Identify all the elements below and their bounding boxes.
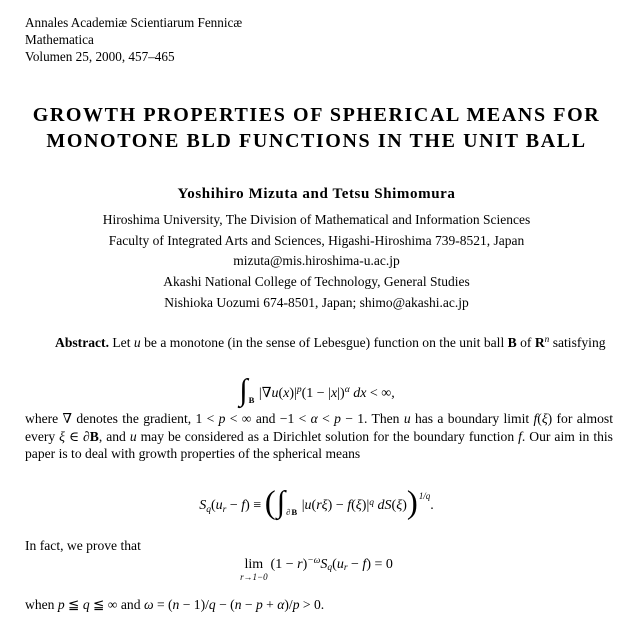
text-token: ) bbox=[302, 556, 308, 572]
text-token: Abstract. bbox=[55, 335, 109, 350]
text-token: ω bbox=[143, 597, 154, 612]
text-token: , and bbox=[98, 428, 130, 444]
text-token: f bbox=[518, 428, 522, 444]
text-token: ∈ bbox=[65, 428, 84, 444]
text-token: p bbox=[57, 597, 65, 612]
text-token: be a monotone (in the sense of Lebesgue) function on the unit ball bbox=[140, 335, 508, 350]
text-token: f bbox=[241, 498, 246, 514]
text-token: < ∞, bbox=[366, 385, 395, 401]
text-token: ( bbox=[278, 385, 284, 401]
journal-series: Mathematica bbox=[25, 31, 94, 47]
formula-row bbox=[240, 557, 393, 582]
text-token: B bbox=[89, 428, 99, 444]
text-token: = ( bbox=[153, 597, 173, 612]
journal-header bbox=[25, 15, 242, 65]
text-token: q bbox=[327, 562, 333, 573]
text-token: )| bbox=[361, 498, 370, 514]
affiliation-akashi-line-2: Nishioka Uozumi 674-8501, Japan; shimo@akashi.ac.jp bbox=[164, 294, 469, 310]
text-token: α bbox=[344, 384, 350, 395]
text-token: . Our aim in this paper is to deal with growth properties of the spherical means bbox=[25, 428, 613, 462]
text-token: ) for almost every bbox=[25, 411, 613, 444]
text-token: ξ bbox=[355, 498, 362, 514]
journal-name: Annales Academiæ Scientiarum Fennicæ bbox=[25, 15, 243, 30]
text-token: |∇ bbox=[255, 385, 272, 401]
text-token: B bbox=[248, 394, 255, 405]
text-token: < bbox=[317, 411, 335, 426]
text-token: − bbox=[347, 556, 363, 572]
text-token: ξ bbox=[396, 498, 403, 514]
text-token: ∂ bbox=[83, 428, 90, 444]
text-token: dx bbox=[353, 385, 367, 401]
text-token: lim r→1−0 bbox=[240, 556, 268, 582]
affiliation-hiroshima bbox=[0, 210, 633, 272]
text-token: p bbox=[334, 411, 341, 426]
text-token: (1 − bbox=[270, 556, 298, 572]
text-token: f bbox=[362, 556, 367, 572]
text-token: . bbox=[430, 498, 434, 514]
text-token: q bbox=[208, 597, 216, 612]
text-token: ∫ bbox=[239, 372, 248, 407]
text-token: u bbox=[133, 335, 141, 350]
text-token: has a boundary limit bbox=[410, 411, 534, 426]
text-token: ( bbox=[264, 484, 276, 521]
text-token: rξ bbox=[316, 498, 328, 514]
display-formula-spherical-means bbox=[0, 474, 633, 526]
display-formula-limit bbox=[0, 549, 633, 589]
text-token: satisfying bbox=[549, 335, 606, 350]
text-token: r bbox=[297, 556, 303, 572]
text-token: f bbox=[347, 498, 352, 514]
text-token: ∂ bbox=[286, 507, 291, 518]
text-token: u bbox=[271, 385, 279, 401]
text-token: (1 − | bbox=[301, 385, 331, 401]
text-token: > 0. bbox=[299, 597, 325, 612]
text-token: − 1)/ bbox=[179, 597, 209, 612]
text-token: n bbox=[544, 334, 550, 345]
text-token: u bbox=[304, 498, 312, 514]
text-token: ( bbox=[351, 498, 356, 514]
text-token: u bbox=[403, 411, 411, 426]
abstract-paragraph-4 bbox=[25, 596, 613, 614]
formula-row bbox=[238, 369, 395, 406]
text-token: )| bbox=[289, 385, 297, 401]
text-token: q bbox=[206, 504, 211, 515]
text-token: x bbox=[331, 385, 338, 401]
abstract-paragraph-3: In fact, we prove that bbox=[25, 538, 141, 553]
text-token: u bbox=[129, 428, 137, 444]
journal-volume-pages: Volumen 25, 2000, 457–465 bbox=[25, 48, 175, 64]
text-token: ( bbox=[311, 498, 317, 514]
text-token: Let bbox=[108, 335, 134, 350]
text-token: ( bbox=[537, 411, 542, 426]
display-formula-energy-integral bbox=[0, 364, 633, 410]
text-token: u bbox=[336, 556, 344, 572]
text-token: ξ bbox=[541, 411, 548, 426]
text-token: α bbox=[277, 597, 285, 612]
text-token: x bbox=[283, 385, 290, 401]
text-token: − ( bbox=[215, 597, 235, 612]
text-token: n bbox=[172, 597, 180, 612]
text-token: ( bbox=[211, 498, 216, 514]
text-token: r bbox=[343, 562, 348, 573]
text-token: ( bbox=[391, 498, 397, 514]
text-token: q bbox=[369, 497, 375, 508]
affiliation-hiroshima-line-1: Hiroshima University, The Division of Mathematical and Information Sciences bbox=[102, 212, 531, 227]
text-token: < ∞ and −1 < bbox=[225, 411, 311, 426]
text-token: − bbox=[226, 498, 242, 514]
text-token: where ∇ denotes the gradient, 1 < bbox=[25, 411, 219, 426]
text-token: ) bbox=[406, 484, 418, 521]
text-token: may be considered as a Dirichlet solution for the boundary function bbox=[136, 428, 519, 444]
text-token: ) = 0 bbox=[366, 556, 393, 572]
text-token: − bbox=[241, 597, 256, 612]
text-token: r bbox=[222, 504, 227, 515]
text-token: S bbox=[320, 556, 328, 572]
paper-title bbox=[0, 102, 633, 154]
text-token: f bbox=[533, 411, 538, 426]
text-token: )/ bbox=[284, 597, 293, 612]
authors-line: Yoshihiro Mizuta and Tetsu Shimomura bbox=[177, 186, 456, 202]
text-token: α bbox=[310, 411, 318, 426]
text-token: |) bbox=[337, 385, 345, 401]
text-token: p bbox=[218, 411, 226, 426]
text-token: − 1. Then bbox=[340, 411, 404, 426]
text-token: 1/q bbox=[418, 490, 431, 501]
text-token: | bbox=[298, 498, 305, 514]
abstract-paragraph-2 bbox=[25, 410, 613, 463]
text-token: −ω bbox=[307, 555, 321, 566]
text-token: u bbox=[215, 498, 223, 514]
text-token: B bbox=[291, 507, 298, 518]
text-token: q bbox=[82, 597, 90, 612]
paper-title-line-2: MONOTONE BLD FUNCTIONS IN THE UNIT BALL bbox=[46, 130, 587, 152]
text-token: ∫ bbox=[276, 485, 286, 520]
paper-title-line-1: GROWTH PROPERTIES OF SPHERICAL MEANS FOR bbox=[32, 104, 601, 126]
text-token: n bbox=[234, 597, 242, 612]
text-token: ( bbox=[332, 556, 337, 572]
text-token: + bbox=[262, 597, 278, 612]
text-token: ) − bbox=[327, 498, 348, 514]
text-token: ) ≡ bbox=[245, 498, 265, 514]
text-token: ξ bbox=[59, 428, 65, 444]
text-token: p bbox=[255, 597, 263, 612]
text-token: ≦ bbox=[64, 597, 83, 612]
text-token: ) bbox=[402, 498, 407, 514]
affiliation-hiroshima-email: mizuta@mis.hiroshima-u.ac.jp bbox=[233, 253, 400, 268]
affiliation-hiroshima-line-2: Faculty of Integrated Arts and Sciences, Higashi-Hiroshima 739-8521, Japan bbox=[108, 232, 525, 248]
affiliation-akashi-line-1: Akashi National College of Technology, General Studies bbox=[163, 274, 470, 289]
formula-row bbox=[199, 480, 434, 519]
text-token: S bbox=[199, 498, 207, 514]
abstract-paragraph-1 bbox=[25, 334, 613, 354]
affiliation-akashi bbox=[0, 272, 633, 313]
text-token: R bbox=[534, 335, 545, 350]
text-token: dS bbox=[377, 498, 392, 514]
text-token: B bbox=[507, 335, 517, 350]
text-token: p bbox=[292, 597, 300, 612]
text-token: p bbox=[296, 384, 302, 395]
text-token: of bbox=[516, 335, 535, 350]
text-token: when bbox=[25, 597, 58, 612]
text-token: ≦ ∞ and bbox=[89, 597, 144, 612]
